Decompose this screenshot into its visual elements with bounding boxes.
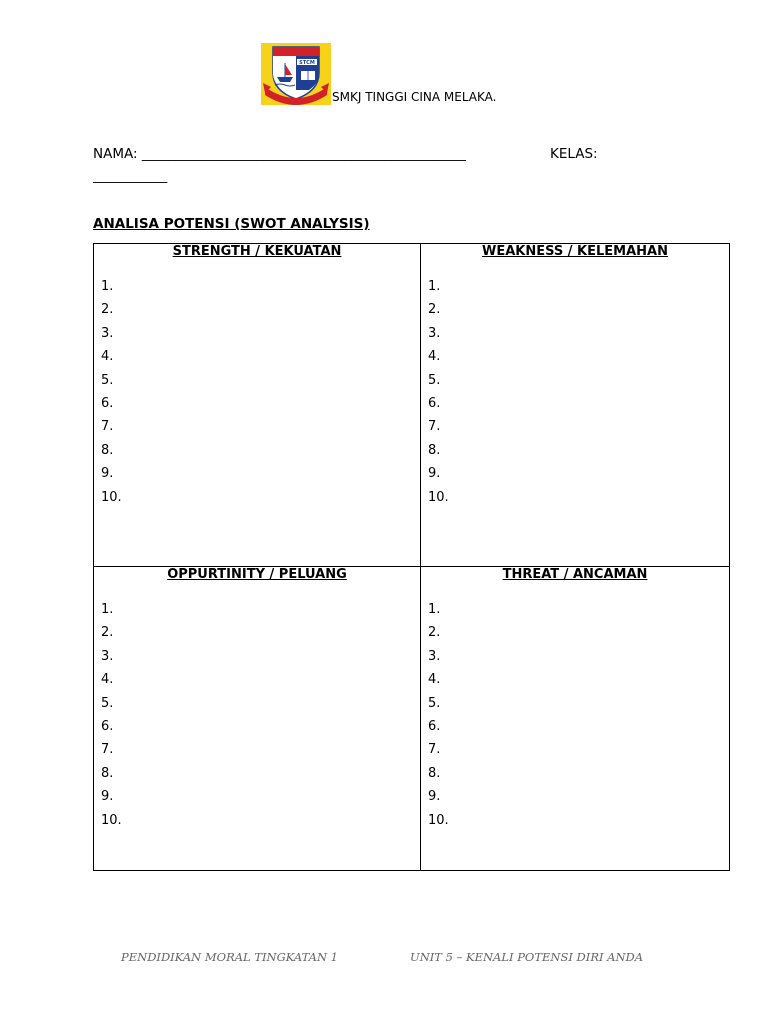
list-item: 5. <box>428 372 441 388</box>
list-item: 5. <box>428 695 441 711</box>
list-item: 2. <box>101 302 114 318</box>
swot-table <box>93 243 730 871</box>
list-item: 10. <box>428 812 449 828</box>
list-item: 4. <box>428 672 441 688</box>
list-item: 4. <box>101 349 114 365</box>
swot-cell-strength <box>94 244 421 567</box>
list-item: 10. <box>101 489 122 505</box>
swot-cell-title: OPPURTINITY / PELUANG <box>167 567 347 582</box>
swot-cell-title: WEAKNESS / KELEMAHAN <box>482 244 668 259</box>
list-item: 8. <box>428 765 441 781</box>
list-item: 8. <box>101 765 114 781</box>
swot-cell-threat <box>421 567 729 870</box>
list-item: 2. <box>428 302 441 318</box>
list-item: 3. <box>101 648 114 664</box>
list-item: 5. <box>101 372 114 388</box>
list-item: 3. <box>428 325 441 341</box>
list-item: 7. <box>428 742 441 758</box>
list-item: 6. <box>101 395 114 411</box>
kelas-line: ___________ <box>93 168 168 184</box>
list-item: 2. <box>428 625 441 641</box>
swot-cell-title: THREAT / ANCAMAN <box>502 567 648 582</box>
list-item: 1. <box>101 279 114 294</box>
school-name: SMKJ TINGGI CINA MELAKA. <box>332 90 497 104</box>
list-item: 10. <box>101 812 122 828</box>
list-item: 2. <box>101 625 114 641</box>
footer-right: UNIT 5 – KENALI POTENSI DIRI ANDA <box>410 950 644 964</box>
list-item: 1. <box>101 602 114 617</box>
section-title: ANALISA POTENSI (SWOT ANALYSIS) <box>93 216 370 232</box>
swot-cell-opportunity <box>94 567 421 870</box>
list-item: 4. <box>101 672 114 688</box>
list-item: 3. <box>428 648 441 664</box>
list-item: 1. <box>428 602 441 617</box>
swot-item-list <box>101 275 122 509</box>
swot-item-list <box>428 598 449 832</box>
list-item: 8. <box>428 442 441 458</box>
list-item: 9. <box>428 789 441 805</box>
swot-item-list <box>101 598 122 832</box>
list-item: 6. <box>428 718 441 734</box>
list-item: 3. <box>101 325 114 341</box>
list-item: 7. <box>428 419 441 435</box>
list-item: 1. <box>428 279 441 294</box>
crest-banner-text: STCM <box>299 60 315 66</box>
list-item: 7. <box>101 419 114 435</box>
list-item: 4. <box>428 349 441 365</box>
list-item: 5. <box>101 695 114 711</box>
list-item: 8. <box>101 442 114 458</box>
swot-cell-title: STRENGTH / KEKUATAN <box>172 244 342 259</box>
nama-label: NAMA: ________________________________________________ <box>93 146 466 162</box>
school-crest-icon <box>261 43 331 105</box>
list-item: 7. <box>101 742 114 758</box>
kelas-label: KELAS: <box>550 146 598 162</box>
footer-left: PENDIDIKAN MORAL TINGKATAN 1 <box>121 950 338 964</box>
list-item: 9. <box>101 466 114 482</box>
list-item: 10. <box>428 489 449 505</box>
list-item: 9. <box>428 466 441 482</box>
list-item: 6. <box>428 395 441 411</box>
list-item: 9. <box>101 789 114 805</box>
list-item: 6. <box>101 718 114 734</box>
swot-item-list <box>428 275 449 509</box>
nama-row <box>93 146 733 162</box>
swot-cell-weakness <box>421 244 729 567</box>
